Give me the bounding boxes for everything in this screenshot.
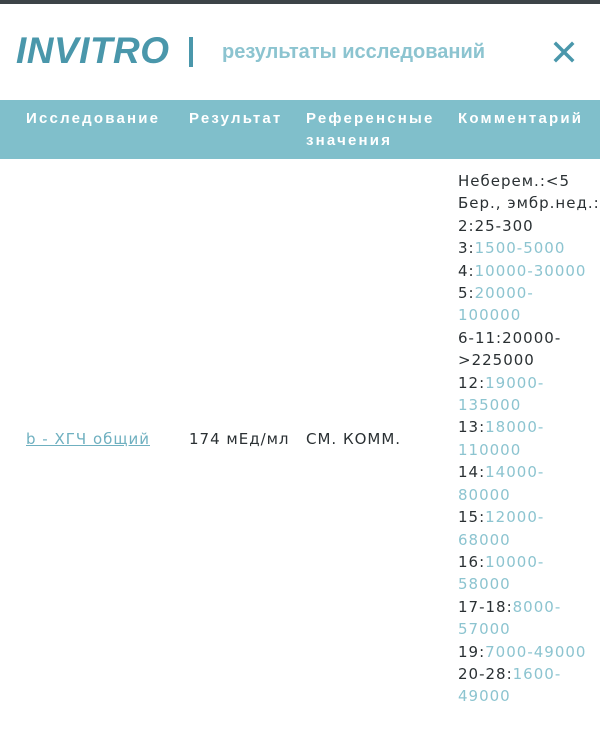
comment-line — [458, 641, 598, 663]
comment-line — [458, 618, 598, 640]
comment-range-value: 57000 — [458, 620, 511, 639]
comment-week-label: 13: — [458, 418, 486, 437]
comment-cell — [458, 170, 598, 708]
comment-range-value: 80000 — [458, 485, 511, 504]
comment-range-value: 68000 — [458, 530, 511, 549]
comment-line — [458, 349, 598, 371]
result-value: 174 мЕд/мл — [189, 430, 290, 448]
comment-range-value: 49000 — [458, 687, 511, 706]
comment-line — [458, 170, 598, 192]
comment-range-value: 110000 — [458, 440, 522, 459]
invitro-logo[interactable]: INVITRO — [16, 30, 170, 71]
comment-line — [458, 416, 598, 438]
comment-range-value: 100000 — [458, 306, 522, 325]
comment-line — [458, 237, 598, 259]
comment-line — [458, 506, 598, 528]
comment-range-value: 1600- — [512, 664, 562, 683]
comment-week-label: >225000 — [458, 351, 535, 370]
comment-range-value: 8000- — [512, 597, 562, 616]
page-title: результаты исследований — [222, 41, 486, 63]
reference-value: СМ. КОММ. — [306, 430, 402, 448]
comment-line — [458, 282, 598, 304]
comment-week-label: 17-18: — [458, 597, 513, 616]
comment-line — [458, 551, 598, 573]
comment-line — [458, 461, 598, 483]
comment-week-label: 4: — [458, 261, 475, 280]
comment-line — [458, 327, 598, 349]
comment-line — [458, 573, 598, 595]
comment-line — [458, 372, 598, 394]
comment-line — [458, 394, 598, 416]
close-button[interactable] — [553, 41, 575, 63]
comment-week-label: 14: — [458, 463, 486, 482]
comment-week-label: Бер., эмбр.нед.: — [458, 194, 600, 213]
comment-line — [458, 192, 598, 214]
comment-week-label: 19: — [458, 642, 486, 661]
comment-week-label: 2:25-300 — [458, 216, 534, 235]
comment-range-value: 10000-30000 — [474, 261, 587, 280]
study-name-link[interactable]: b - ХГЧ общий — [26, 430, 150, 448]
comment-range-value: 14000- — [485, 463, 545, 482]
comment-week-label: 16: — [458, 552, 486, 571]
comment-line — [458, 439, 598, 461]
comment-week-label: 15: — [458, 508, 486, 527]
comment-line — [458, 215, 598, 237]
comment-range-value: 1500-5000 — [474, 239, 566, 258]
comment-line — [458, 685, 598, 707]
close-icon[interactable] — [553, 41, 575, 63]
column-header-comment: Комментарий — [458, 110, 584, 127]
comment-week-label: 12: — [458, 373, 486, 392]
column-header-reference: Референсные значения — [306, 110, 435, 149]
comment-range-value: 58000 — [458, 575, 511, 594]
comment-week-label: 20-28: — [458, 664, 513, 683]
column-header-result: Результат — [189, 110, 283, 127]
comment-week-label: 6-11:20000- — [458, 328, 562, 347]
comment-range-value: 135000 — [458, 396, 522, 415]
comment-range-value: 20000- — [474, 284, 534, 303]
comment-week-label: 5: — [458, 284, 475, 303]
comment-line — [458, 260, 598, 282]
comment-range-value: 12000- — [485, 508, 545, 527]
comment-line — [458, 596, 598, 618]
comment-range-value: 19000- — [485, 373, 545, 392]
comment-week-label: Неберем.:<5 — [458, 172, 570, 190]
comment-line — [458, 304, 598, 326]
comment-range-value: 18000- — [485, 418, 545, 437]
comment-range-value: 10000- — [485, 552, 545, 571]
top-bar — [0, 0, 600, 4]
column-header-study: Исследование — [26, 110, 161, 127]
comment-week-label: 3: — [458, 239, 475, 258]
logo-separator — [189, 37, 193, 67]
results-table-header — [0, 100, 600, 159]
comment-line — [458, 484, 598, 506]
comment-range-value: 7000-49000 — [485, 642, 587, 661]
comment-line — [458, 529, 598, 551]
comment-line — [458, 663, 598, 685]
